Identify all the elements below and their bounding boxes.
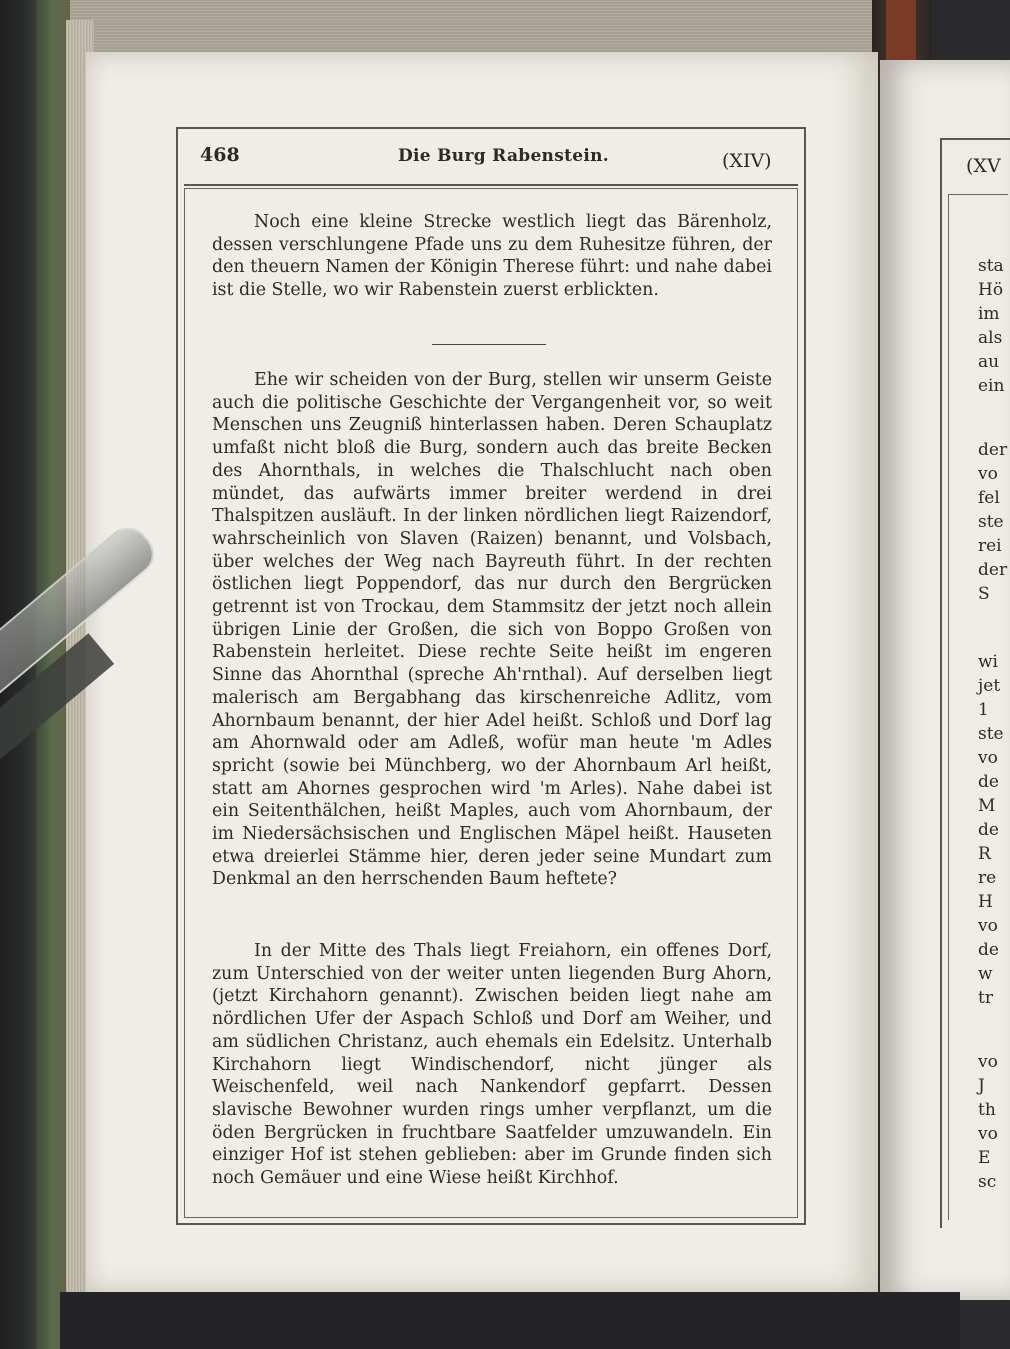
- right-page-fragment: ste: [978, 724, 1004, 744]
- right-page-fragment: ste: [978, 512, 1004, 532]
- bottom-shadow: [60, 1292, 960, 1349]
- right-page-fragment: J: [978, 1076, 985, 1096]
- right-page-fragment: der: [978, 440, 1008, 460]
- right-page-fragment: vo: [978, 1052, 998, 1072]
- right-page-fragment: der: [978, 560, 1008, 580]
- right-page-fragment: vo: [978, 464, 998, 484]
- section-mark: (XIV): [722, 150, 772, 172]
- header-rule: [184, 184, 798, 186]
- right-page-fragment: de: [978, 820, 999, 840]
- right-page-fragment: 1: [978, 700, 989, 720]
- right-page-fragment: rei: [978, 536, 1002, 556]
- right-page-fragment: M: [978, 796, 996, 816]
- right-page-fragment: R: [978, 844, 991, 864]
- right-page-fragment: S: [978, 584, 990, 604]
- right-page-fragment: sta: [978, 256, 1004, 276]
- right-page-fragment: ein: [978, 376, 1005, 396]
- right-page-fragment: sc: [978, 1172, 997, 1192]
- section-divider: [432, 344, 546, 345]
- right-page-fragment: E: [978, 1148, 991, 1168]
- right-page-fragment: de: [978, 772, 999, 792]
- paragraph-3: In der Mitte des Thals liegt Freiahorn, ein offenes Dorf, zum Unterschied von der weiter unten liegenden Burg Ahorn, (jetzt Kirchahorn genannt). Zwischen beiden liegt nahe am nördlichen Ufer der Aspach Schloß und Dorf am Weiher, und am südlichen Christanz, auch ehemals ein Edelsitz. Unterhalb Kirchahorn liegt Windischendorf, nicht jünger als Weischenfeld, weil nach Nankendorf gepfarrt. Dessen slavische Bewohner wurden rings umher verpflanzt, um die öden Bergrücken in fruchtbare Saatfelder umzuwandeln. Ein einziger Hof ist stehen geblieben: aber im Grunde finden sich noch Gemäuer und eine Wiese heißt Kirchhof.: [212, 941, 772, 1189]
- right-page-fragment: re: [978, 868, 997, 888]
- right-page-fragment: im: [978, 304, 1000, 324]
- spine-headband: [886, 0, 916, 60]
- right-page-fragment: th: [978, 1100, 996, 1120]
- right-page-fragment: vo: [978, 748, 998, 768]
- right-page-fragment: vo: [978, 1124, 998, 1144]
- right-page-fragment: Hö: [978, 280, 1004, 300]
- right-page-fragment: tr: [978, 988, 993, 1008]
- paragraph-2: Ehe wir scheiden von der Burg, stellen wir unserm Geiste auch die politische Geschichte der Vergangenheit vor, so weit Menschen uns Zeugniß hinterlassen haben. Deren Schauplatz umfaßt nicht bloß die Burg, sondern auch das breite Becken des Ahornthals, in welches die Thalschlucht nach oben mündet, das aufwärts immer breiter werdend in drei Thalspitzen ausläuft. In der linken nördlichen liegt Raizendorf, wahrscheinlich von Slaven (Raizen) benannt, und Volsbach, über welches der Weg nach Bayreuth führt. In der rechten östlichen liegt Poppendorf, das nur durch den Bergrücken getrennt ist von Trockau, dem Stammsitz der jetzt noch allein übrigen Linie der Großen, die sich von Boppo Großen von Rabenstein herleitet. Diese rechte Seite heißt im engeren Sinne das Ahornthal (spreche Ah'rnthal). Auf derselben liegt malerisch am Bergabhang das kirschenreiche Adlitz, vom Ahornbaum benannt, der hier Adel heißt. Schloß und Dorf lag am Ahornwald oder am Adleß, wofür man heute 'm Adles spricht (sowie bei Münchberg, wo der Ahornbaum Arl heißt, statt am Ahornes gesprochen wird 'm Arles). Nahe dabei ist ein Seitenthälchen, heißt Maples, auch vom Ahornbaum, der im Niedersächsischen und Englischen Mäpel heißt. Hauseten etwa dreierlei Stämme hier, deren jeder seine Mundart zum Denkmal an den herrschenden Baum heftete?: [212, 370, 772, 890]
- page-stack-top: [70, 0, 920, 60]
- right-page-fragment: fel: [978, 488, 1000, 508]
- right-page-fragment: de: [978, 940, 999, 960]
- right-page-fragment: vo: [978, 916, 998, 936]
- right-page-fragment: als: [978, 328, 1003, 348]
- paragraph-1: Noch eine kleine Strecke westlich liegt das Bärenholz, dessen verschlungene Pfade uns zu dem Ruhesitze führen, der den theuern Namen der Königin Therese führt: und nahe dabei ist die Stelle, wo wir Rabenstein zuerst erblickten.: [212, 212, 772, 301]
- right-page-fragment: jet: [978, 676, 1001, 696]
- right-page-fragment: wi: [978, 652, 998, 672]
- right-page-fragment: au: [978, 352, 1000, 372]
- right-page-section-mark: (XV: [966, 155, 1001, 177]
- running-title: Die Burg Rabenstein.: [398, 146, 609, 166]
- right-page-fragment: w: [978, 964, 993, 984]
- right-page-fragment: H: [978, 892, 993, 912]
- page-number: 468: [200, 144, 240, 166]
